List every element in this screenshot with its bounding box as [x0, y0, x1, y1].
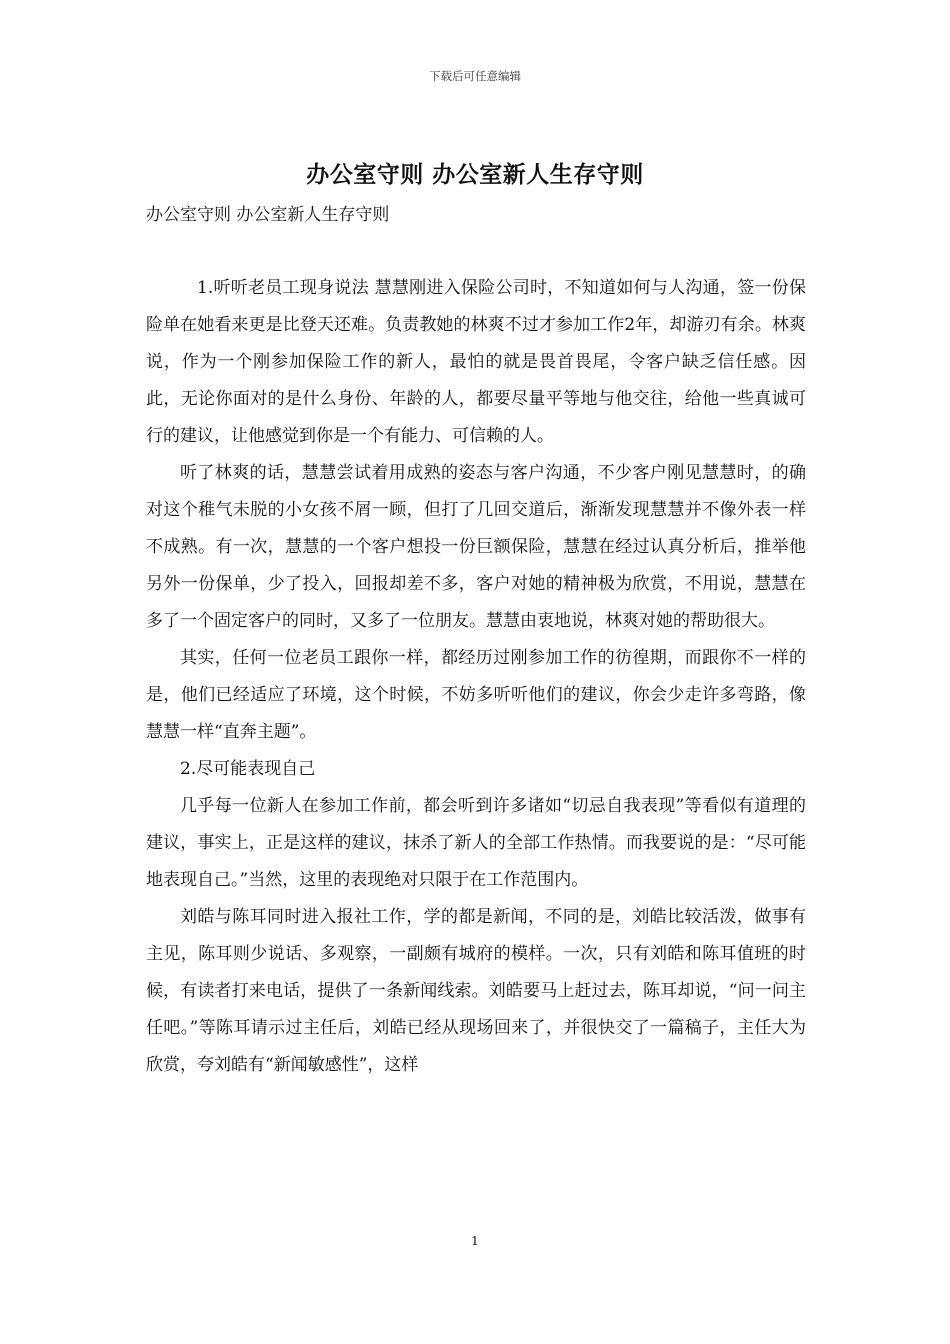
- document-body: [146, 270, 806, 1084]
- document-title: 办公室守则 办公室新人生存守则: [306, 161, 644, 188]
- paragraph: 几乎每一位新人在参加工作前，都会听到许多诸如“切忌自我表现”等看似有道理的建议，事实上，正是这样的建议，抹杀了新人的全部工作热情。而我要说的是：“尽可能地表现自己。”当然，这里的表现绝对只限于在工作范围内。: [146, 796, 806, 890]
- section-heading: 2.尽可能表现自己: [180, 759, 316, 779]
- page-number: 1: [471, 1234, 479, 1248]
- paragraph: 听了林爽的话，慧慧尝试着用成熟的姿态与客户沟通，不少客户刚见慧慧时，的确对这个稚气未脱的小女孩不屑一顾，但打了几回交道后，渐渐发现慧慧并不像外表一样不成熟。有一次，慧慧的一个客户想投一份巨额保险，慧慧在经过认真分析后，推举他另外一份保单，少了投入，回报却差不多，客户对她的精神极为欣赏，不用说，慧慧在多了一个固定客户的同时，又多了一位朋友。慧慧由衷地说，林爽对她的帮助很大。: [146, 463, 806, 631]
- paragraph: 刘皓与陈耳同时进入报社工作，学的都是新闻，不同的是，刘皓比较活泼，做事有主见，陈耳则少说话、多观察，一副颇有城府的模样。一次，只有刘皓和陈耳值班的时候，有读者打来电话，提供了一条新闻线索。刘皓要马上赶过去，陈耳却说，“问一问主任吧。”等陈耳请示过主任后，刘皓已经从现场回来了，并很快交了一篇稿子，主任大为欣赏，夸刘皓有“新闻敏感性”，这样: [146, 907, 806, 1075]
- header-note: 下载后可任意编辑: [429, 69, 521, 83]
- paragraph: 1.听听老员工现身说法 慧慧刚进入保险公司时，不知道如何与人沟通，签一份保险单在她看来更是比登天还难。负责教她的林爽不过才参加工作2年，却游刃有余。林爽说，作为一个刚参加保险工作的新人，最怕的就是畏首畏尾，令客户缺乏信任感。因此，无论你面对的是什么身份、年龄的人，都要尽量平等地与他交往，给他一些真诚可行的建议，让他感觉到你是一个有能力、可信赖的人。: [146, 278, 806, 446]
- document-subtitle: 办公室守则 办公室新人生存守则: [146, 205, 390, 225]
- paragraph: 其实，任何一位老员工跟你一样，都经历过刚参加工作的彷徨期，而跟你不一样的是，他们已经适应了环境，这个时候，不妨多听听他们的建议，你会少走许多弯路，像慧慧一样“直奔主题”。: [146, 648, 806, 742]
